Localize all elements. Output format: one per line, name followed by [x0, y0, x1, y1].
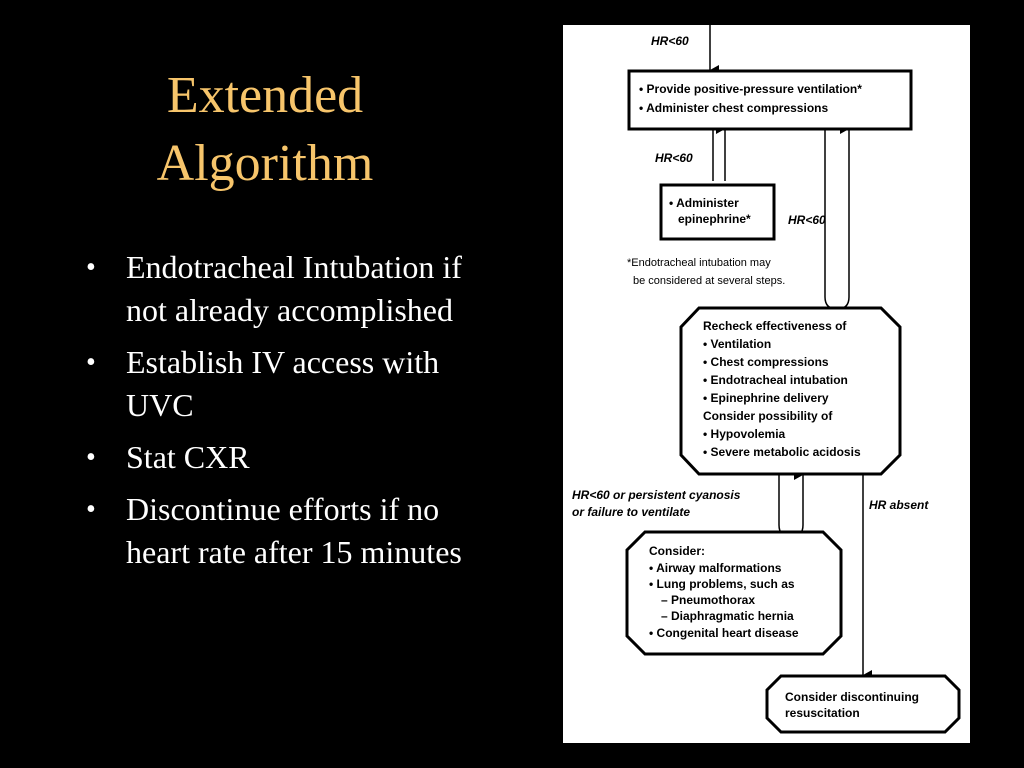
slide-title-line2: Algorithm: [156, 135, 374, 192]
ppv-box: [629, 71, 911, 129]
discontinue-line-1: Consider discontinuing: [785, 690, 919, 704]
label-persistent-1: HR<60 or persistent cyanosis: [572, 488, 741, 502]
bullet-text: Establish IV access with UVC: [126, 344, 440, 423]
recheck-line: Recheck effectiveness of: [703, 319, 847, 333]
bullet-dot: •: [86, 347, 96, 378]
consider-line: – Diaphragmatic hernia: [661, 609, 794, 623]
ppv-line-1: • Provide positive-pressure ventilation*: [639, 82, 862, 96]
consider-line: Consider:: [649, 544, 706, 558]
bullet-text: Endotracheal Intubation if not already accomplished: [126, 249, 462, 328]
bullet-item: [86, 246, 486, 332]
loop-ppv-recheck: [825, 129, 849, 309]
discontinue-line-2: resuscitation: [785, 706, 860, 720]
recheck-box: [681, 308, 900, 474]
flowchart-panel: [563, 25, 970, 743]
discontinue-box-frame: [767, 676, 959, 732]
discontinue-box: [767, 676, 959, 732]
recheck-line: • Severe metabolic acidosis: [703, 445, 861, 459]
recheck-line: • Chest compressions: [703, 355, 829, 369]
recheck-line: • Ventilation: [703, 337, 772, 351]
label-hr-left: HR<60: [655, 151, 693, 165]
recheck-line: • Hypovolemia: [703, 427, 786, 441]
bullet-dot: •: [86, 252, 96, 283]
label-hr-top: HR<60: [651, 34, 689, 48]
bullet-item: [86, 488, 486, 574]
epinephrine-line-2: epinephrine*: [678, 212, 751, 226]
label-hr-right: HR<60: [788, 213, 826, 227]
bullet-list: [86, 246, 486, 583]
bullet-item: [86, 436, 486, 479]
slide-title-line1: Extended: [166, 67, 364, 124]
bullet-text: Stat CXR: [126, 439, 250, 475]
recheck-line: Consider possibility of: [703, 409, 833, 423]
loop-recheck-consider: [779, 475, 803, 537]
bullet-text: Discontinue efforts if no heart rate after 15 minutes: [126, 491, 462, 570]
bullet-item: [86, 341, 486, 427]
ppv-line-2: • Administer chest compressions: [639, 101, 829, 115]
ppv-box-frame: [629, 71, 911, 129]
bullet-dot: •: [86, 494, 96, 525]
consider-line: • Lung problems, such as: [649, 577, 795, 591]
slide-title: [60, 62, 470, 198]
consider-line: • Congenital heart disease: [649, 626, 799, 640]
flowchart-diagram: [563, 25, 970, 743]
consider-line: – Pneumothorax: [661, 593, 756, 607]
consider-box: [627, 532, 841, 654]
recheck-line: • Endotracheal intubation: [703, 373, 848, 387]
epinephrine-box: [661, 185, 774, 239]
bullet-dot: •: [86, 442, 96, 473]
epinephrine-line-1: • Administer: [669, 196, 739, 210]
label-persistent-2: or failure to ventilate: [572, 505, 691, 519]
consider-line: • Airway malformations: [649, 561, 782, 575]
footnote-line-2: be considered at several steps.: [633, 275, 786, 287]
label-hr-absent: HR absent: [869, 498, 929, 512]
footnote-line-1: *Endotracheal intubation may: [627, 257, 771, 269]
recheck-line: • Epinephrine delivery: [703, 391, 829, 405]
